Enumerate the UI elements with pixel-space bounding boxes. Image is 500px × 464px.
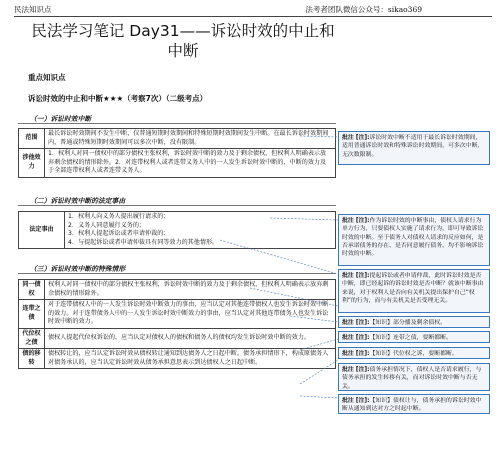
topic-heading: 诉讼时效的中止和中断★★★（考察7次）（二级考点） (28, 94, 208, 103)
comment-balloon[interactable] (338, 131, 490, 165)
comment-balloon[interactable] (338, 363, 490, 391)
comment-text: 【知识】代位权之诉，要断都断。 (369, 351, 458, 357)
list-item: 2．义务人同意履行义务的； (68, 221, 146, 229)
page-title: 民法学习笔记 Day31——诉讼时效的中止和中断 (31, 22, 335, 60)
row-label: 同一债权 (19, 280, 45, 300)
comment-balloon[interactable] (338, 316, 490, 328)
comment-text: 提起诉讼或者申请仲裁，此时诉讼时效是否中断，即已经起诉的诉讼时效是否中断？就该中断事由来说，对于权利人是否向有关机关提出保护自己“权利”的行为，而与有关机关是否受理无关。 (342, 273, 484, 304)
comment-author: 批注 [注]: (342, 218, 370, 224)
row-label: 连带之债 (19, 300, 45, 329)
comment-author: 批注 [注]: (342, 351, 370, 357)
header-left: 民法知识点 (14, 5, 52, 14)
comment-balloon[interactable] (338, 394, 490, 414)
page-edge (492, 0, 500, 464)
section-title-1: （一）诉讼时效中断 (30, 115, 92, 123)
row-label: 涉他效力 (19, 149, 45, 178)
row-text: 权利人对同一债权中的部分债权主张权利，诉讼时效中断的效力及于剩余债权，但权利人明确表示放弃剩余债权的情形除外。 (45, 280, 336, 300)
comment-author: 批注 [注]: (342, 273, 370, 279)
key-points-heading: 重点知识点 (28, 73, 66, 82)
comment-author: 批注 [注]: (342, 335, 370, 341)
list-item: 4．与提起诉讼或者申请仲裁具有同等效力的其他情形。 (68, 238, 219, 246)
comment-text: 诉讼时效中断不适用于最长诉讼时效期间，适用普通诉讼时效和特殊诉讼时效期间，可多次中断，无次数限制。 (342, 135, 484, 158)
row-label: 法定事由 (19, 212, 65, 249)
comment-author: 批注 [注]: (342, 367, 370, 373)
row-text: 对于连带债权人中的一人发生诉讼时效中断效力的事由，应当认定对其他连带债权人也发生诉讼时效中断的效力。对于连带债务人中的一人发生诉讼时效中断效力的事由，应当认定对其他连带债务人也发生诉讼时效中断的效力。 (45, 300, 336, 329)
row-label: 范围 (19, 129, 45, 149)
section-title-2: （二）诉讼时效中断的法定事由 (30, 197, 126, 205)
comment-balloon[interactable] (338, 331, 490, 343)
row-label: 代位权之债 (19, 328, 45, 348)
section-title-3: （三）诉讼时效中断的特殊情形 (30, 265, 126, 273)
row-label: 债的移转 (19, 349, 45, 369)
list-item: 1．权利人向义务人提出履行请求的； (68, 213, 170, 220)
row-text: 债权人提起代位权诉讼的，应当认定对债权人的债权和债务人的债权均发生诉讼时效中断的效力。 (45, 328, 336, 348)
comment-author: 批注 [注]: (342, 398, 370, 404)
list-item: 3．权利人提起诉讼或者申请仲裁的； (68, 230, 170, 238)
comment-author: 批注 [注]: (342, 135, 370, 141)
comment-balloon[interactable] (338, 347, 490, 359)
comment-author: 批注 [注]: (342, 320, 370, 326)
comment-text: 【知识】部分播及剩余债权。 (369, 320, 447, 326)
header-right: 法考者团队微信公众号：sikao369 (305, 5, 422, 14)
row-text: 1．权利人对同一债权中的部分债权主张权利，诉讼时效中断的效力及于剩余债权，但权利人明确表示放弃剩余债权的情形除外。2．对连带权利人或者连带义务人中的一人发生诉讼时效中断的，中断的效力及于全部连带权利人或者连带义务人。 (45, 149, 336, 178)
row-text: 最长诉讼时效期间不发生中断，仅普通短期时效期间和特殊短期时效期间发生中断。在最长诉讼时效期间内，普通或特殊短期时效期间可以多次中断，没有限制。 (45, 129, 336, 149)
comment-text: 作为诉讼时效的中断事由，债权人请求行为单方行为，只要债权人实施了请求行为，即可导致诉讼时效的中断。至于债务人对债权人请求的反应如何，是否承诺债务的存在、是否同意履行债务，均不影响诉讼时效的中断。 (342, 218, 484, 258)
comment-text: 债务承担情况下，债权人是否请求履行，与债务承担的发生转移有关，而对诉讼时效中断与否无关。 (342, 367, 482, 390)
comment-text: 【知识】连带之债，要断都断。 (369, 335, 452, 341)
comment-balloon[interactable] (338, 214, 490, 266)
comment-balloon[interactable] (338, 269, 490, 313)
comment-text: 【知识】债权让与，债务承担的诉讼时效中断从通知到达对方之时起中断。 (342, 398, 482, 413)
row-text: 债权转让的，应当认定诉讼时效从债权转让通知到达债务人之日起中断。债务承担情形下，构成原债务人对债务承认的，应当认定诉讼时效从债务承担意思表示到达债权人之日起中断。 (45, 349, 336, 369)
